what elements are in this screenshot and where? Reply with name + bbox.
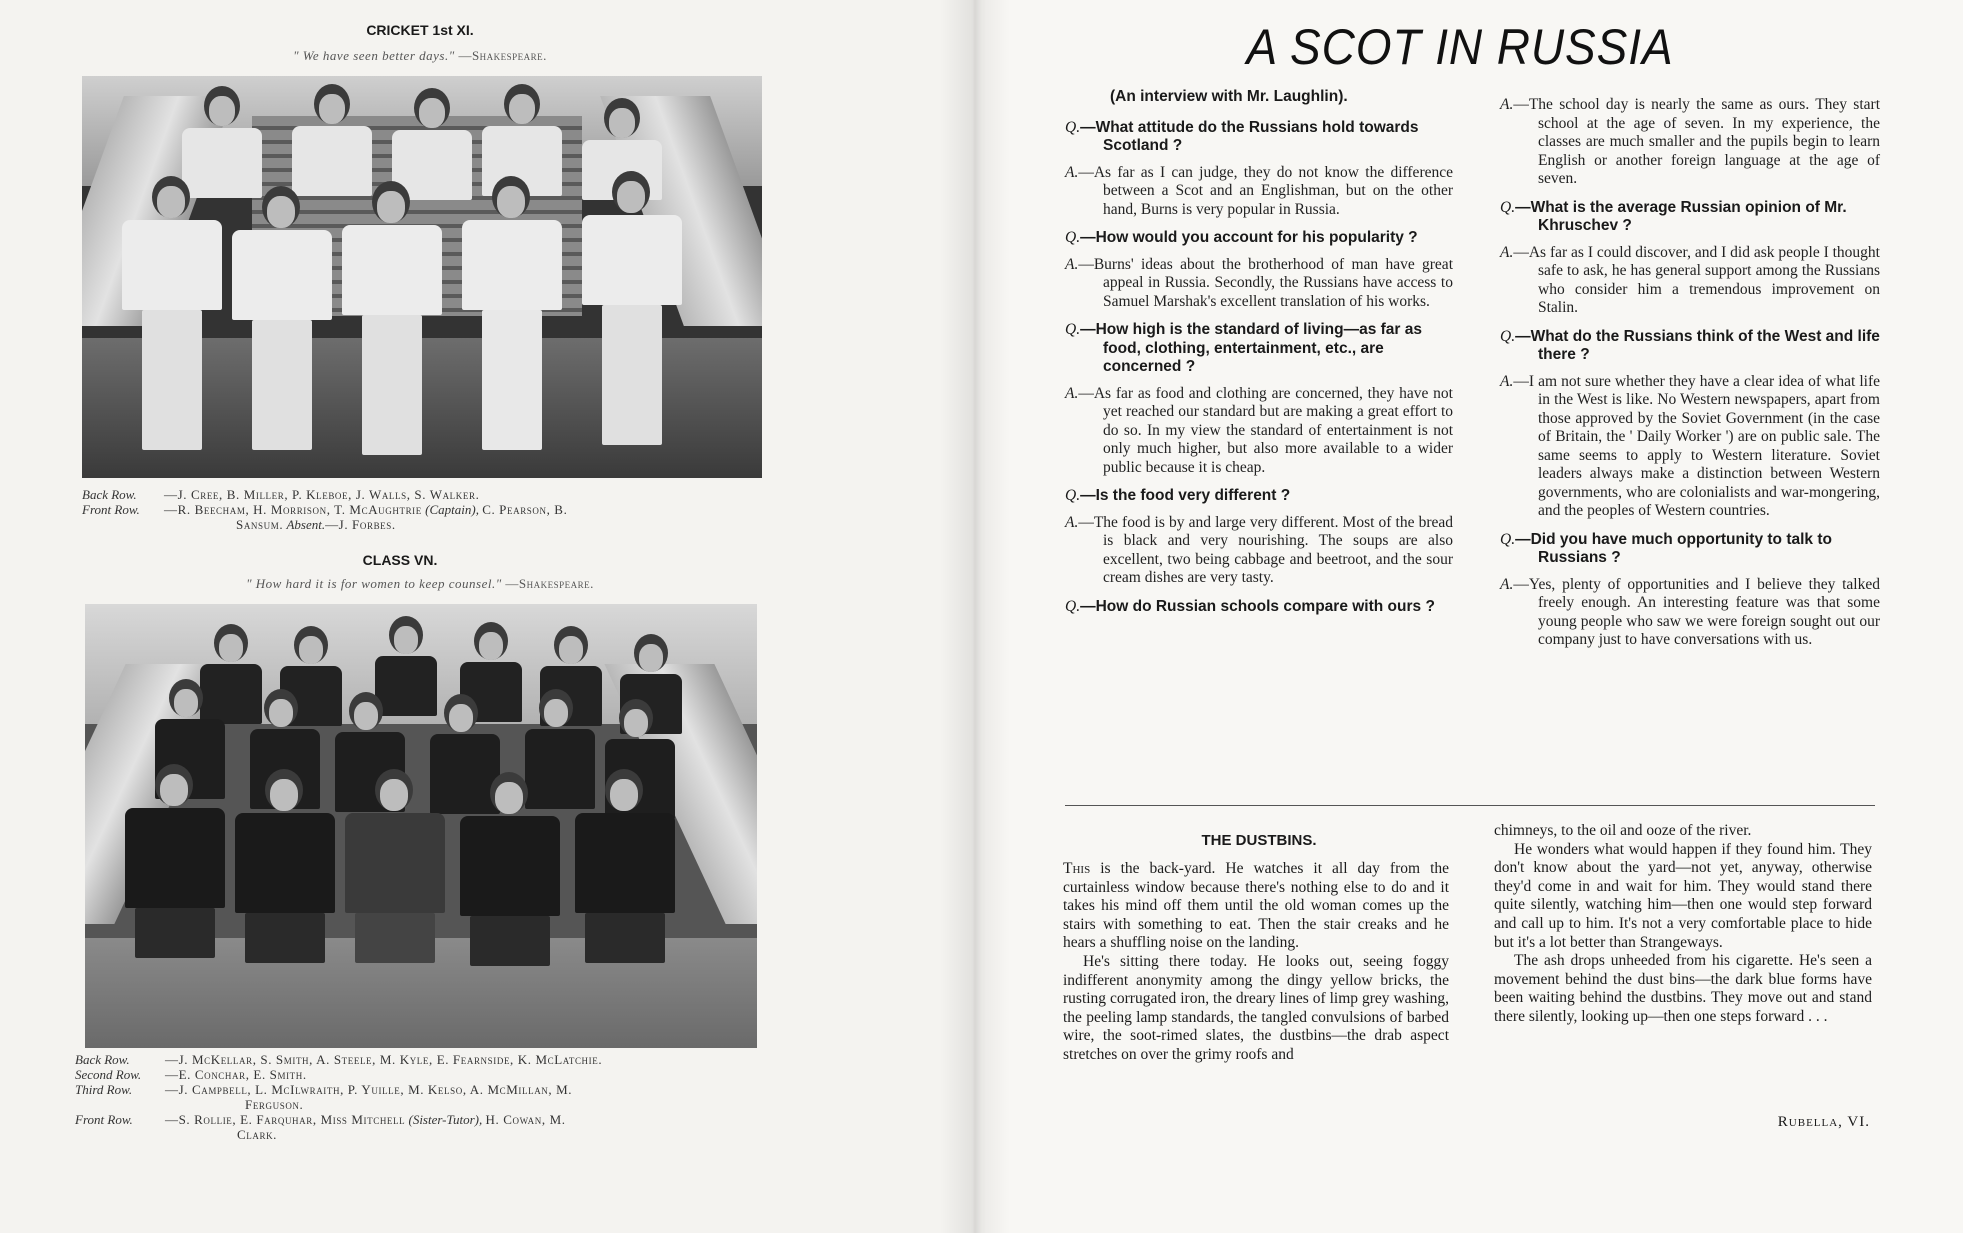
class-third-label: Third Row. xyxy=(75,1082,133,1097)
answer-schools: A.—The school day is nearly the same as ours. They start school at the age of seven. In my experience, the classes are much smaller and the pupils begin to learn English or another foreign language at the age of seven. xyxy=(1500,96,1880,187)
answer-food: A.—The food is by and large very different. Most of the bread is black and very nourishing. The soups are also excellent, two being cabbage and beetroot, and the sour cream dishes are very tasty. xyxy=(1065,513,1453,586)
class-front-names-b: H. Cowan, M. xyxy=(485,1112,566,1127)
class-tutor-note: (Sister-Tutor), xyxy=(408,1112,483,1127)
class-caption xyxy=(75,1052,765,1142)
section-divider xyxy=(1065,805,1875,806)
dustbins-column-2 xyxy=(1494,822,1872,1027)
question-scotland: Q.—What attitude do the Russians hold towards Scotland ? xyxy=(1065,118,1419,154)
dustbins-column-1 xyxy=(1063,860,1449,1065)
class-third-names: —J. Campbell, L. McIlwraith, P. Yuille, M. Kelso, A. McMillan, M. xyxy=(165,1082,573,1097)
answer-scotland: A.—As far as I can judge, they do not know the difference between a Scot and an Englishman, but on the other hand, Burns is very popular in Russia. xyxy=(1065,163,1453,218)
question-popularity: Q.—How would you account for his popularity ? xyxy=(1065,229,1418,246)
class-heading: CLASS VN. xyxy=(362,552,438,568)
cricket-front-label: Front Row. xyxy=(82,502,140,517)
dustbins-para-5: The ash drops unheeded from his cigarette. He's seen a movement behind the dust bins—the dark blue forms have been waiting behind the dustbins. They move out and stand there silently, looking up—then one steps forward . . . xyxy=(1494,952,1872,1025)
cricket-quote-author: —Shakespeare. xyxy=(458,48,547,63)
class-front-names: —S. Rollie, E. Farquhar, Miss Mitchell xyxy=(165,1112,406,1127)
cricket-quote xyxy=(0,48,840,64)
dustbins-signature: Rubella, VI. xyxy=(1777,1114,1870,1130)
answer-popularity: A.—Burns' ideas about the brotherhood of man have great appeal in Russia. Secondly, the Russians have access to Samuel Marshak's excellent translation of his works. xyxy=(1065,255,1453,310)
interview-subtitle: (An interview with Mr. Laughlin). xyxy=(1110,88,1348,105)
answer-talk-to-russians: A.—Yes, plenty of opportunities and I believe they talked freely enough. An interesting feature was that some young people who saw we were foreign sought out our company just to have conversations with us. xyxy=(1500,575,1880,648)
cricket-front-names: —R. Beecham, H. Morrison, T. McAughtrie xyxy=(164,502,422,517)
cricket-heading: CRICKET 1st XI. xyxy=(366,22,474,38)
question-food: Q.—Is the food very different ? xyxy=(1065,487,1291,504)
qa-list-2 xyxy=(1500,199,1880,650)
cricket-team-photo xyxy=(82,76,762,478)
class-quote-text: " How hard it is for women to keep counsel." xyxy=(246,576,502,591)
dustbins-para-3: chimneys, to the oil and ooze of the river. xyxy=(1494,822,1752,839)
answer-khruschev: A.—As far as I could discover, and I did ask people I thought safe to ask, he has general support among the Russians who consider him a tremendous improvement on Stalin. xyxy=(1500,243,1880,316)
class-front-label: Front Row. xyxy=(75,1112,133,1127)
class-front-names-c: Clark. xyxy=(237,1127,278,1142)
page-gutter xyxy=(940,0,1010,1233)
class-back-label: Back Row. xyxy=(75,1052,130,1067)
class-quote xyxy=(0,576,840,592)
cricket-caption xyxy=(82,487,762,532)
cricket-captain-note: (Captain), xyxy=(425,502,479,517)
cricket-quote-text: " We have seen better days." xyxy=(293,48,455,63)
class-photo xyxy=(85,604,757,1048)
dustbins-para-1: This is the back-yard. He watches it all day from the curtainless window because there's nothing else to do and it takes his mind off them until the old woman comes up the stairs with something to eat. Then the stair creaks and he hears a shuffling noise on the landing. xyxy=(1063,860,1449,952)
question-talk-to-russians: Q.—Did you have much opportunity to talk to Russians ? xyxy=(1500,530,1832,566)
class-quote-author: —Shakespeare. xyxy=(505,576,594,591)
cricket-front-names-c: Sansum. xyxy=(236,517,284,532)
cricket-front-names-b: C. Pearson, B. xyxy=(482,502,568,517)
cricket-back-label: Back Row. xyxy=(82,487,137,502)
dustbins-heading: THE DUSTBINS. xyxy=(1201,832,1317,849)
question-living-standard: Q.—How high is the standard of living—as far as food, clothing, entertainment, etc., are concerned ? xyxy=(1065,321,1422,375)
question-khruschev: Q.—What is the average Russian opinion of Mr. Khruschev ? xyxy=(1500,198,1847,234)
answer-west: A.—I am not sure whether they have a clear idea of what life in the West is like. No Western newspapers, apart from those approved by the Soviet Government (in the case of Britain, the ' Daily Worker ') are on public sale. The same seems to apply to Western literature. Soviet leaders always make a distinction between Western governments, who are colonialists and war-mongering, and the peoples of Western countries. xyxy=(1500,372,1880,519)
class-second-label: Second Row. xyxy=(75,1067,142,1082)
dustbins-para-2: He's sitting there today. He looks out, seeing foggy indifferent anonymity among the dingy yellow bricks, the rusting corrugated iron, the dreary lines of limp grey washing, the peeling lamp standards, the tangled convulsions of barbed wire, the soot-rimed slates, the dustbins—the drab aspect stretches on over the grimy roofs and xyxy=(1063,952,1449,1063)
cricket-back-names: —J. Cree, B. Miller, P. Kleboe, J. Walls, S. Walker. xyxy=(164,487,480,502)
class-third-names-b: Ferguson. xyxy=(245,1097,304,1112)
cricket-absent-label: Absent. xyxy=(286,517,326,532)
question-schools: Q.—How do Russian schools compare with ours ? xyxy=(1065,597,1435,615)
question-west: Q.—What do the Russians think of the West and life there ? xyxy=(1500,327,1880,363)
cricket-absent-names: —J. Forbes. xyxy=(325,517,396,532)
interview-column-2 xyxy=(1500,96,1880,660)
qa-list-1 xyxy=(1065,119,1453,617)
class-back-names: —J. McKellar, S. Smith, A. Steele, M. Kyle, E. Fearnside, K. McLatchie. xyxy=(165,1052,603,1067)
class-second-names: —E. Conchar, E. Smith. xyxy=(165,1067,307,1082)
answer-living-standard: A.—As far as food and clothing are concerned, they have not yet reached our standard but are making a great effort to do so. In my view the standard of entertainment is not only much higher, but also more available to a wider public because it is cheap. xyxy=(1065,384,1453,476)
interview-column-1 xyxy=(1065,88,1453,624)
article-title: A SCOT IN RUSSIA xyxy=(1246,19,1674,75)
dustbins-para-4: He wonders what would happen if they found him. They don't know about the yard—not yet, anyway, otherwise they'd come in and wait for him. They would stand there quite silently, watching him—then one would step forward and call up to him. It's not a very comfortable place to hide but it's a lot better than Strangeways. xyxy=(1494,840,1872,951)
